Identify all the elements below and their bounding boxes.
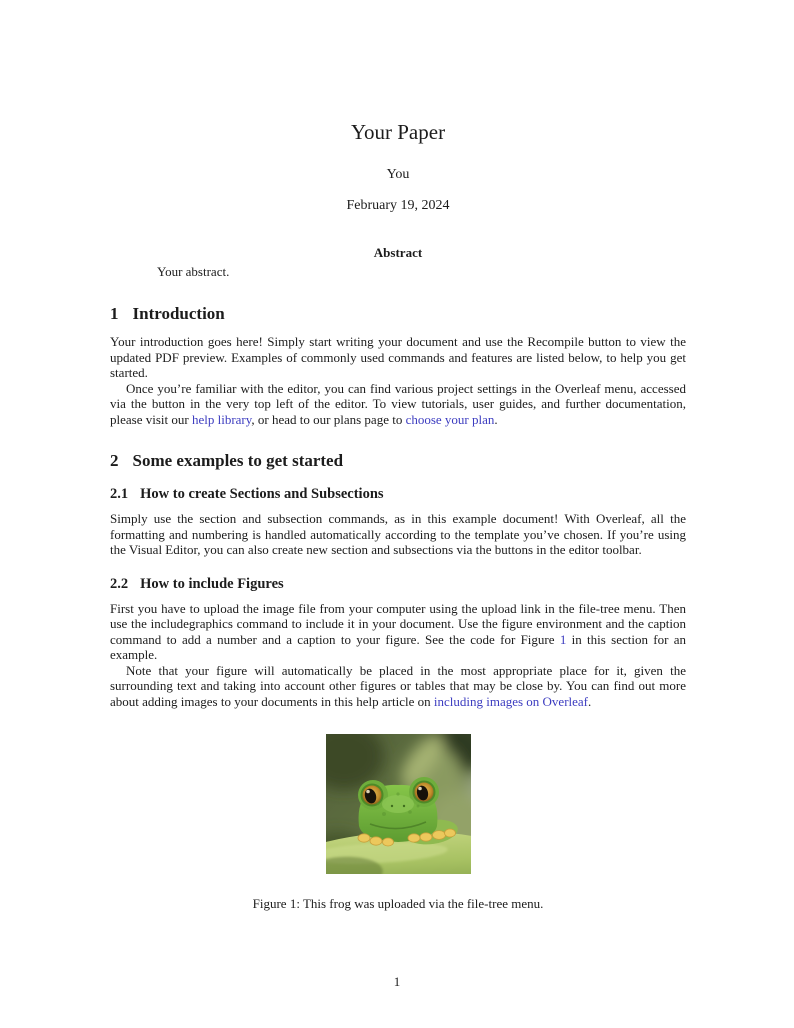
intro-paragraph-2-text-c: .: [494, 411, 498, 427]
figures-paragraph-2-text-b: .: [588, 693, 592, 709]
intro-paragraph-2: [110, 381, 686, 428]
figure-caption: Figure 1: This frog was uploaded via the file-tree menu.: [252, 896, 544, 911]
intro-paragraph-1: Your introduction goes here! Simply start writing your document and use the Recompile button to view the updated PDF preview. Examples of commonly used commands and features are listed below, to help you get started.: [110, 334, 686, 380]
figures-paragraph-2-text-a: Note that your figure will automatically be placed in the most appropriate place for it, given the surrounding text and taking into account other figures or tables that may be close by. You can find out more about adding images to your documents in this help article on: [110, 662, 686, 709]
figures-paragraph-2: [110, 663, 686, 710]
figure-1-reference-link[interactable]: 1: [559, 631, 567, 647]
section-examples-heading: [110, 450, 686, 471]
paper-title: Your Paper: [350, 120, 446, 144]
section-title: Some examples to get started: [132, 451, 344, 470]
subsection-sections-heading: [110, 485, 686, 503]
subsection-title: How to create Sections and Subsections: [140, 486, 384, 502]
intro-paragraph-2-text-a: Once you’re familiar with the editor, you can find various project settings in the Overleaf menu, accessed via the button in the very top left of the editor. To view tutorials, user guides, and further documentation, please visit our: [110, 380, 686, 427]
page-number: 1: [393, 974, 401, 989]
including-images-link[interactable]: including images on Overleaf: [433, 693, 589, 709]
subsection-number: 2.2: [110, 575, 129, 592]
intro-paragraph-2-text-b: , or head to our plans page to: [251, 411, 406, 427]
figure-1: [110, 734, 686, 912]
section-number: 2: [110, 451, 119, 470]
abstract-text: Your abstract.: [157, 264, 230, 279]
section-introduction-heading: [110, 303, 686, 324]
document-body: [110, 0, 686, 912]
choose-your-plan-link[interactable]: choose your plan: [405, 411, 495, 427]
paper-date: February 19, 2024: [346, 198, 450, 213]
frog-image: [326, 734, 471, 874]
section-title: Introduction: [132, 304, 225, 323]
figures-paragraph-1: [110, 601, 686, 663]
paper-author: You: [386, 167, 410, 182]
help-library-link[interactable]: help library: [191, 411, 252, 427]
subsection-title: How to include Figures: [140, 575, 284, 592]
figures-paragraph-1-text-b: in this section for an example.: [110, 631, 686, 662]
section-number: 1: [110, 304, 119, 323]
figures-paragraph-1-text-a: First you have to upload the image file from your computer using the upload link in the file-tree menu. Then use the includegraphics command to include it in your document. Use the figure environment and the caption command to add a number and a caption to your figure. See the code for Figure: [110, 600, 686, 647]
subsection-number: 2.1: [110, 486, 129, 502]
abstract-heading: Abstract: [373, 245, 423, 260]
sections-paragraph: Simply use the section and subsection commands, as in this example document! With Overleaf, all the formatting and numbering is handled automatically according to the template you’ve chosen. If you’re using the Visual Editor, you can also create new section and subsections via the buttons in the editor toolbar.: [110, 511, 686, 557]
frog-illustration: [326, 734, 471, 874]
subsection-figures-heading: [110, 575, 686, 593]
